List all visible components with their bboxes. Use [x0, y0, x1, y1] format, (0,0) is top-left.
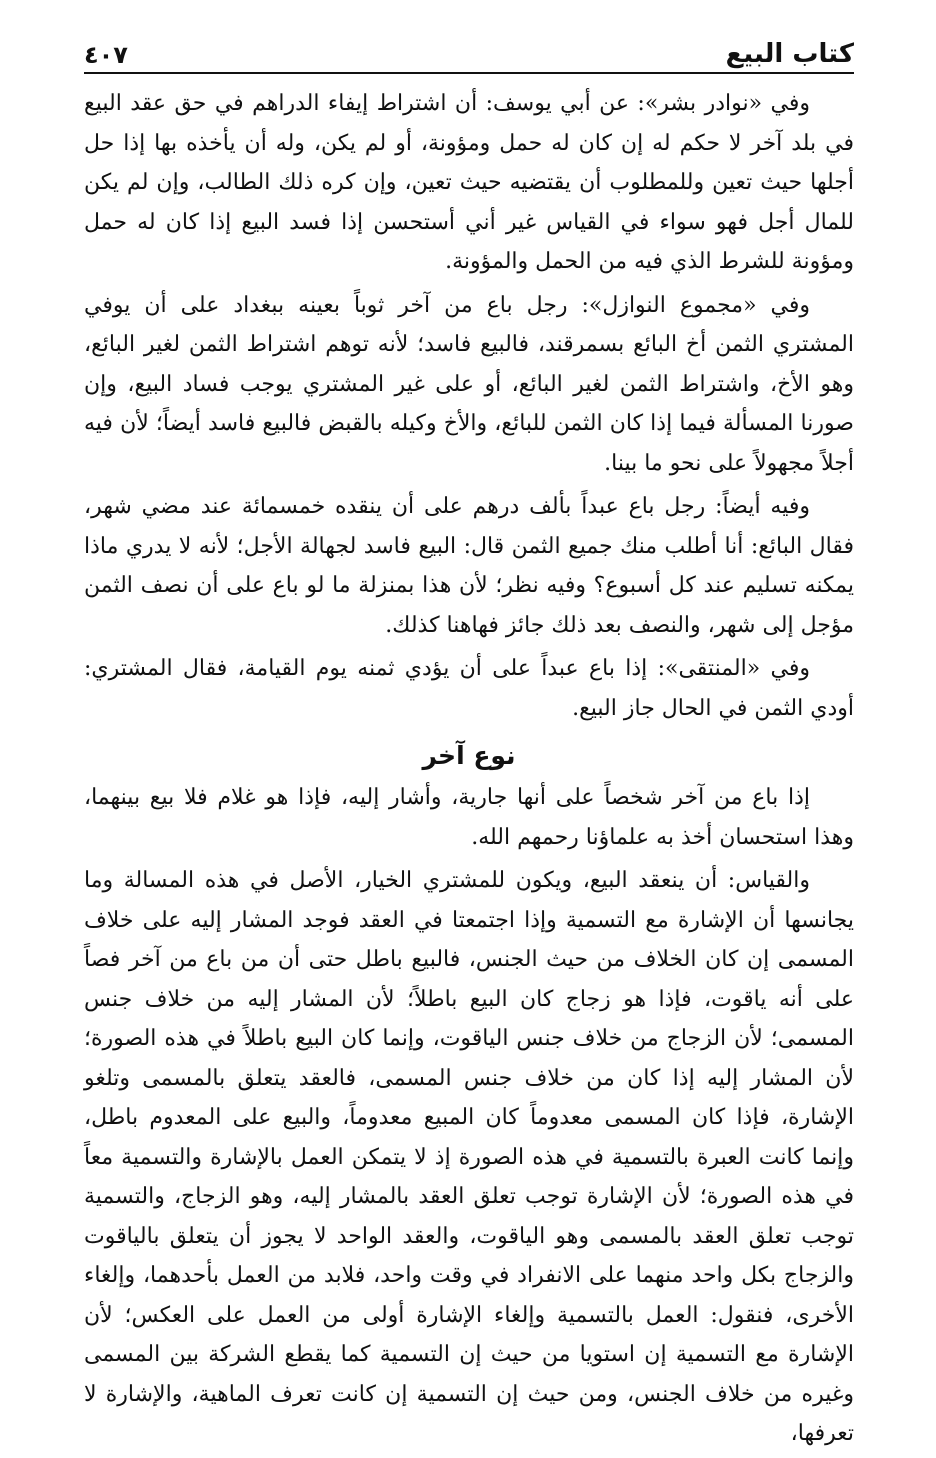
paragraph-majmu-nawazil: وفي «مجموع النوازل»: رجل باع من آخر ثوباً بعينه ببغداد على أن يوفي المشتري الثمن أخ البائع بسمرقند، فالبيع فاسد؛ لأنه توهم اشتراط الثمن لغير البائع، وهو الأخ، واشتراط الثمن لغير البائع، أو على غير المشتري يوجب فساد البيع، وإن صورنا المسألة فيما إذا كان الثمن للبائع، والأخ وكيله بالقبض فالبيع فاسد أيضاً؛ لأن فيه أجلاً مجهولاً على نحو ما بينا. — [84, 292, 854, 476]
paragraph-muntaqa: وفي «المنتقى»: إذا باع عبداً على أن يؤدي ثمنه يوم القيامة، فقال المشتري: أودي الثمن في الحال جاز البيع. — [84, 656, 854, 721]
paragraph-qiyas: والقياس: أن ينعقد البيع، ويكون للمشتري الخيار، الأصل في هذه المسالة وما يجانسها أن الإشارة مع التسمية وإذا اجتمعتا في العقد فوجد المشار إليه على خلاف المسمى إن كان الخلاف من حيث الجنس، فالبيع باطل حتى أن من باع من آخر فصاً على أنه ياقوت، فإذا هو زجاج كان البيع باطلاً؛ لأن المشار إليه من خلاف جنس المسمى؛ لأن الزجاج من خلاف جنس الياقوت، وإنما كان البيع باطلاً في هذه الصورة؛ لأن المشار إليه إذا كان من خلاف جنس المسمى، فالعقد يتعلق بالمسمى وتلغو الإشارة، فإذا كان المسمى معدوماً كان المبيع معدوماً، والبيع على المعدوم باطل، وإنما كانت العبرة بالتسمية في هذه الصورة إذ لا يتمكن العمل بالإشارة والتسمية معاً في هذه الصورة؛ لأن الإشارة توجب تعلق العقد بالمشار إليه، وهو الزجاج، والتسمية توجب تعلق العقد بالمسمى وهو الياقوت، والعقد الواحد لا يجوز أن يتعلق بالياقوت والزجاج بكل واحد منهما على الانفراد في وقت واحد، فلابد من العمل بأحدهما، وإلغاء الأخرى، فنقول: العمل بالتسمية وإلغاء الإشارة أولى من العمل على العكس؛ لأن الإشارة مع التسمية إن استويا من حيث إن التسمية كما يقطع الشركة بين المسمى وغيره من خلاف الجنس، ومن حيث إن التسمية إن كانت تعرف الماهية، والإشارة لا تعرفها، — [84, 868, 854, 1446]
running-title: كتاب البيع — [725, 39, 854, 69]
page-header — [84, 28, 854, 74]
paragraph-section-intro: إذا باع من آخر شخصاً على أنها جارية، وأشار إليه، فإذا هو غلام فلا بيع بينهما، وهذا استحسان أخذ به علماؤنا رحمهم الله. — [84, 785, 854, 850]
section-heading: نوع آخر — [422, 741, 516, 770]
book-page — [84, 28, 854, 1458]
page-number: ٤٠٧ — [84, 41, 128, 69]
paragraph-nawadir-bishr: وفي «نوادر بشر»: عن أبي يوسف: أن اشتراط إيفاء الدراهم في حق عقد البيع في بلد آخر لا حكم له إن كان له حمل ومؤونة، أو لم يكن، وله أن يأخذه بها إذا حل أجلها حيث تعين وللمطلوب أن يقتضيه حيث تعين، وإن كره ذلك الطالب، وإن لم يكن للمال أجل فهو سواء في القياس غير أني أستحسن إذا فسد البيع إذا كان له حمل ومؤونة للشرط الذي فيه من الحمل والمؤونة. — [84, 91, 854, 274]
paragraph-wafihi-aydan: وفيه أيضاً: رجل باع عبداً بألف درهم على أن ينقده خمسمائة عند مضي شهر، فقال البائع: أنا أطلب منك جميع الثمن قال: البيع فاسد لجهالة الأجل؛ لأنه لا يدري ماذا يمكنه تسليم عند كل أسبوع؟ وفيه نظر؛ لأن هذا بمنزلة ما لو باع على أن نصف الثمن مؤجل إلى شهر، والنصف بعد ذلك جائز فهاهنا كذلك. — [84, 494, 854, 638]
